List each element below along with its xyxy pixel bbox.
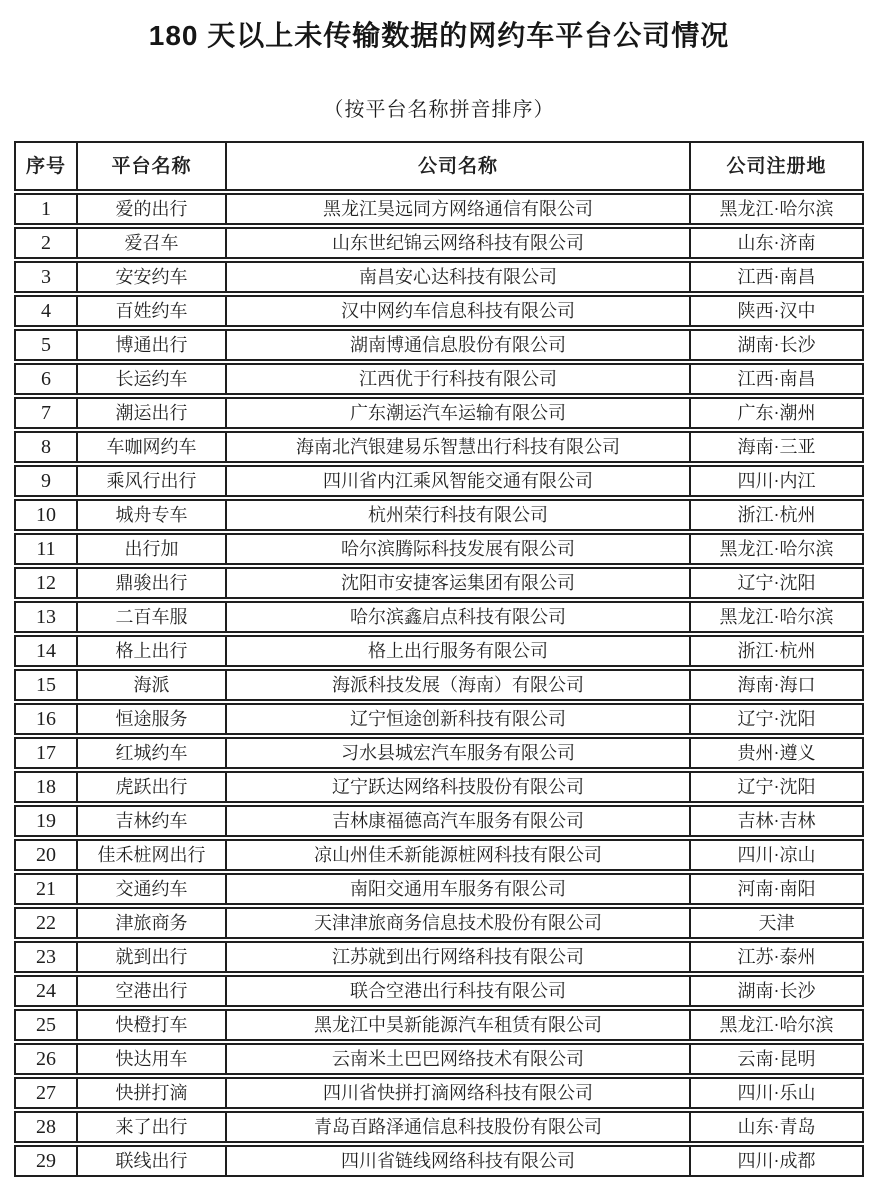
cell-platform-name: 鼎骏出行 <box>76 569 225 597</box>
cell-serial-number: 17 <box>36 742 56 764</box>
cell-serial-number: 7 <box>41 402 51 424</box>
table-row <box>14 465 864 497</box>
cell-serial-number: 15 <box>36 674 56 696</box>
table-row <box>14 227 864 259</box>
cell-company-name: 哈尔滨鑫启点科技有限公司 <box>225 603 689 631</box>
cell-serial-number: 9 <box>41 470 51 492</box>
table-row <box>14 839 864 871</box>
cell-serial-number: 18 <box>36 776 56 798</box>
table-row <box>14 1077 864 1109</box>
cell-company-name: 凉山州佳禾新能源桩网科技有限公司 <box>225 841 689 869</box>
cell-platform-name: 二百车服 <box>76 603 225 631</box>
table-row <box>14 635 864 667</box>
cell-serial-number: 10 <box>36 504 56 526</box>
cell-registration-place: 黑龙江·哈尔滨 <box>689 603 862 631</box>
cell-company-name: 山东世纪锦云网络科技有限公司 <box>225 229 689 257</box>
cell-registration-place: 四川·内江 <box>689 467 862 495</box>
header-cell-serial: 序号 <box>25 155 66 177</box>
table-row <box>14 941 864 973</box>
cell-company-name: 海南北汽银建易乐智慧出行科技有限公司 <box>225 433 689 461</box>
cell-registration-place: 黑龙江·哈尔滨 <box>689 1011 862 1039</box>
cell-registration-place: 广东·潮州 <box>689 399 862 427</box>
cell-company-name: 辽宁恒途创新科技有限公司 <box>225 705 689 733</box>
cell-registration-place: 陕西·汉中 <box>689 297 862 325</box>
cell-company-name: 湖南博通信息股份有限公司 <box>225 331 689 359</box>
cell-serial-number: 4 <box>41 300 51 322</box>
cell-serial-number: 26 <box>36 1048 56 1070</box>
table-row <box>14 567 864 599</box>
cell-platform-name: 红城约车 <box>76 739 225 767</box>
cell-registration-place: 山东·青岛 <box>689 1113 862 1141</box>
cell-company-name: 格上出行服务有限公司 <box>225 637 689 665</box>
cell-serial-number: 22 <box>36 912 56 934</box>
cell-platform-name: 爱召车 <box>76 229 225 257</box>
table-row <box>14 1043 864 1075</box>
table-row <box>14 397 864 429</box>
cell-registration-place: 江西·南昌 <box>689 263 862 291</box>
cell-registration-place: 辽宁·沈阳 <box>689 773 862 801</box>
cell-serial-number: 21 <box>36 878 56 900</box>
cell-company-name: 四川省链线网络科技有限公司 <box>225 1147 689 1175</box>
table-row <box>14 193 864 225</box>
cell-platform-name: 快橙打车 <box>76 1011 225 1039</box>
cell-platform-name: 长运约车 <box>76 365 225 393</box>
cell-registration-place: 浙江·杭州 <box>689 501 862 529</box>
cell-platform-name: 交通约车 <box>76 875 225 903</box>
platform-table <box>14 141 864 1177</box>
cell-serial-number: 24 <box>36 980 56 1002</box>
cell-platform-name: 格上出行 <box>76 637 225 665</box>
cell-platform-name: 海派 <box>76 671 225 699</box>
cell-registration-place: 河南·南阳 <box>689 875 862 903</box>
cell-registration-place: 江西·南昌 <box>689 365 862 393</box>
cell-serial-number: 27 <box>36 1082 56 1104</box>
table-row <box>14 431 864 463</box>
cell-serial-number: 29 <box>36 1150 56 1172</box>
cell-platform-name: 佳禾桩网出行 <box>76 841 225 869</box>
cell-registration-place: 贵州·遵义 <box>689 739 862 767</box>
cell-registration-place: 黑龙江·哈尔滨 <box>689 535 862 563</box>
cell-serial-number: 28 <box>36 1116 56 1138</box>
cell-registration-place: 黑龙江·哈尔滨 <box>689 195 862 223</box>
cell-platform-name: 吉林约车 <box>76 807 225 835</box>
cell-platform-name: 快达用车 <box>76 1045 225 1073</box>
table-row <box>14 805 864 837</box>
cell-company-name: 云南米土巴巴网络技术有限公司 <box>225 1045 689 1073</box>
cell-company-name: 南阳交通用车服务有限公司 <box>225 875 689 903</box>
table-row <box>14 295 864 327</box>
cell-platform-name: 乘风行出行 <box>76 467 225 495</box>
cell-company-name: 习水县城宏汽车服务有限公司 <box>225 739 689 767</box>
cell-platform-name: 博通出行 <box>76 331 225 359</box>
table-row <box>14 1145 864 1177</box>
cell-platform-name: 出行加 <box>76 535 225 563</box>
cell-serial-number: 25 <box>36 1014 56 1036</box>
header-cell-platform-name: 平台名称 <box>76 143 225 189</box>
table-row <box>14 533 864 565</box>
table-body <box>14 193 864 1177</box>
cell-platform-name: 安安约车 <box>76 263 225 291</box>
cell-serial-number: 11 <box>36 538 56 560</box>
table-row <box>14 873 864 905</box>
cell-platform-name: 空港出行 <box>76 977 225 1005</box>
cell-registration-place: 云南·昆明 <box>689 1045 862 1073</box>
cell-serial-number: 8 <box>41 436 51 458</box>
header-cell-registration-place: 公司注册地 <box>689 143 862 189</box>
cell-serial-number: 2 <box>41 232 51 254</box>
cell-serial-number: 13 <box>36 606 56 628</box>
cell-registration-place: 四川·成都 <box>689 1147 862 1175</box>
cell-platform-name: 恒途服务 <box>76 705 225 733</box>
cell-registration-place: 海南·三亚 <box>689 433 862 461</box>
cell-platform-name: 潮运出行 <box>76 399 225 427</box>
cell-platform-name: 就到出行 <box>76 943 225 971</box>
table-row <box>14 1009 864 1041</box>
cell-platform-name: 虎跃出行 <box>76 773 225 801</box>
cell-company-name: 天津津旅商务信息技术股份有限公司 <box>225 909 689 937</box>
table-row <box>14 363 864 395</box>
header-cell-company-name: 公司名称 <box>225 143 689 189</box>
cell-platform-name: 百姓约车 <box>76 297 225 325</box>
cell-company-name: 汉中网约车信息科技有限公司 <box>225 297 689 325</box>
cell-company-name: 四川省快拼打滴网络科技有限公司 <box>225 1079 689 1107</box>
cell-serial-number: 1 <box>41 198 51 220</box>
cell-company-name: 吉林康福德高汽车服务有限公司 <box>225 807 689 835</box>
cell-company-name: 哈尔滨腾际科技发展有限公司 <box>225 535 689 563</box>
cell-platform-name: 车咖网约车 <box>76 433 225 461</box>
cell-serial-number: 14 <box>36 640 56 662</box>
table-row <box>14 703 864 735</box>
table-row <box>14 975 864 1007</box>
cell-company-name: 辽宁跃达网络科技股份有限公司 <box>225 773 689 801</box>
cell-registration-place: 湖南·长沙 <box>689 977 862 1005</box>
page-title: 180 天以上未传输数据的网约车平台公司情况 <box>148 20 730 51</box>
cell-platform-name: 津旅商务 <box>76 909 225 937</box>
table-row <box>14 737 864 769</box>
cell-platform-name: 联线出行 <box>76 1147 225 1175</box>
table-row <box>14 1111 864 1143</box>
cell-platform-name: 来了出行 <box>76 1113 225 1141</box>
table-row <box>14 329 864 361</box>
cell-registration-place: 天津 <box>689 909 862 937</box>
table-row <box>14 907 864 939</box>
cell-platform-name: 爱的出行 <box>76 195 225 223</box>
cell-serial-number: 5 <box>41 334 51 356</box>
cell-company-name: 江西优于行科技有限公司 <box>225 365 689 393</box>
cell-registration-place: 海南·海口 <box>689 671 862 699</box>
cell-serial-number: 12 <box>36 572 56 594</box>
cell-platform-name: 城舟专车 <box>76 501 225 529</box>
cell-registration-place: 辽宁·沈阳 <box>689 569 862 597</box>
table-row <box>14 771 864 803</box>
cell-registration-place: 吉林·吉林 <box>689 807 862 835</box>
cell-company-name: 黑龙江昊远同方网络通信有限公司 <box>225 195 689 223</box>
cell-company-name: 广东潮运汽车运输有限公司 <box>225 399 689 427</box>
cell-company-name: 四川省内江乘风智能交通有限公司 <box>225 467 689 495</box>
cell-registration-place: 江苏·泰州 <box>689 943 862 971</box>
cell-company-name: 海派科技发展（海南）有限公司 <box>225 671 689 699</box>
cell-company-name: 南昌安心达科技有限公司 <box>225 263 689 291</box>
cell-serial-number: 6 <box>41 368 51 390</box>
cell-company-name: 江苏就到出行网络科技有限公司 <box>225 943 689 971</box>
cell-serial-number: 20 <box>36 844 56 866</box>
table-row <box>14 669 864 701</box>
table-row <box>14 601 864 633</box>
cell-registration-place: 辽宁·沈阳 <box>689 705 862 733</box>
cell-registration-place: 浙江·杭州 <box>689 637 862 665</box>
cell-registration-place: 湖南·长沙 <box>689 331 862 359</box>
cell-registration-place: 四川·凉山 <box>689 841 862 869</box>
table-header-row <box>14 141 864 191</box>
table-row <box>14 499 864 531</box>
table-row <box>14 261 864 293</box>
cell-registration-place: 四川·乐山 <box>689 1079 862 1107</box>
cell-serial-number: 23 <box>36 946 56 968</box>
cell-serial-number: 16 <box>36 708 56 730</box>
cell-company-name: 沈阳市安捷客运集团有限公司 <box>225 569 689 597</box>
cell-company-name: 联合空港出行科技有限公司 <box>225 977 689 1005</box>
cell-company-name: 杭州荣行科技有限公司 <box>225 501 689 529</box>
page-subtitle: （按平台名称拼音排序） <box>323 99 555 121</box>
cell-serial-number: 19 <box>36 810 56 832</box>
cell-registration-place: 山东·济南 <box>689 229 862 257</box>
cell-company-name: 黑龙江中昊新能源汽车租赁有限公司 <box>225 1011 689 1039</box>
cell-platform-name: 快拼打滴 <box>76 1079 225 1107</box>
cell-company-name: 青岛百路泽通信息科技股份有限公司 <box>225 1113 689 1141</box>
cell-serial-number: 3 <box>41 266 51 288</box>
